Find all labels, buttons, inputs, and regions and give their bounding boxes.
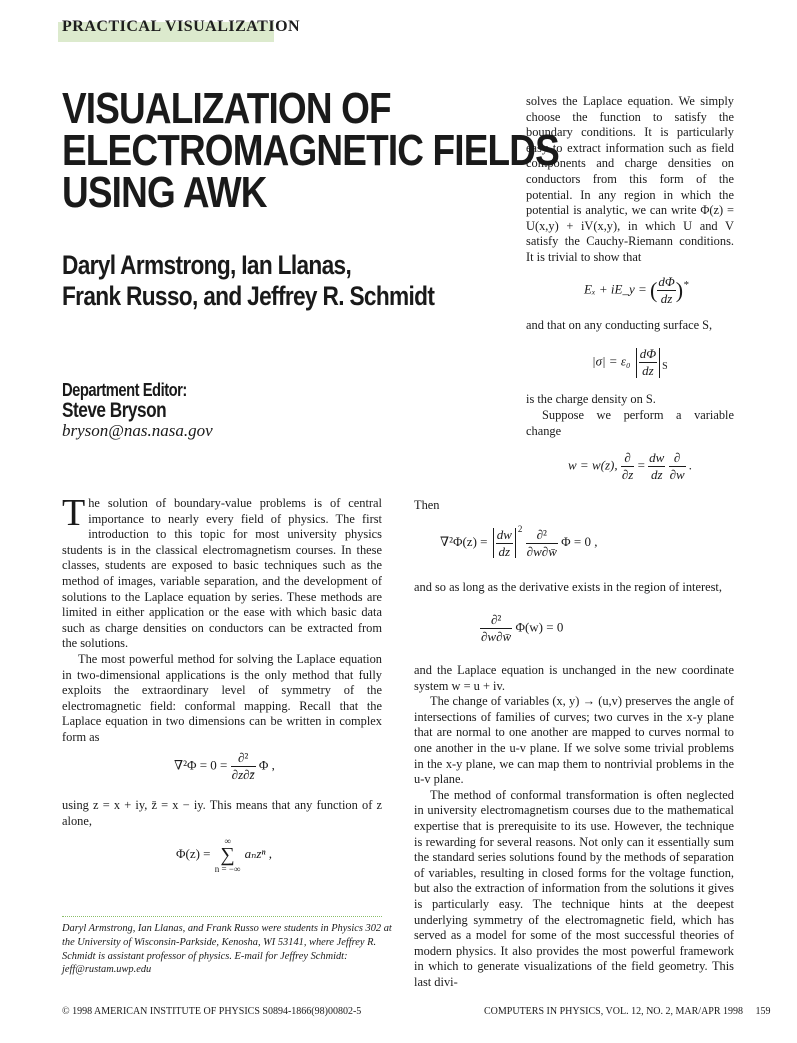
editor-email[interactable]: bryson@nas.nasa.gov bbox=[62, 421, 213, 440]
author-footnote: Daryl Armstrong, Ian Llanas, and Frank Russo were students in Physics 302 at the University of Wisconsin-Parkside, Kenosha, WI 53141, where Jeffrey R. Schmidt is assistant professor of physics. E-mail for Jeffrey Schmidt: jeff@rustam.uwp.edu bbox=[62, 923, 392, 976]
then-label: Then bbox=[414, 498, 440, 512]
journal-footer: COMPUTERS IN PHYSICS, VOL. 12, NO. 2, MAR/APR 1998 159 bbox=[484, 1006, 771, 1017]
paragraph: Suppose we perform a variable change bbox=[526, 408, 734, 438]
editor-name: Steve Bryson bbox=[62, 399, 167, 422]
equation-laplace: ∇²Φ = 0 = $\frac{\text{∂²}}{\partial z\partial z̄}$ Φ , bbox=[174, 750, 275, 782]
left-column bbox=[62, 492, 382, 746]
paragraph: The most powerful method for solving the Laplace equation in two-dimensional applications is the only method that fully exploits the extraordinary level of symmetry of the electromagnetic field: conformal mapping. Recall that the Laplace equation in two dimensions can be written in complex form as bbox=[62, 651, 382, 744]
paragraph: The method of conformal transformation is often neglected in university electromagnetism courses due to the mathematical expertise that is prerequisite to its use. However, the technique is rewarding for several reasons. Not only can it essentially sum the standard series solutions found by the methods of separation of variables, resulting in closed forms for the voltage function, but also the extraction of information from the solutions it gives is particularly easy. The technique hints at the deepest underlying symmetry of the electromagnetic field, which has served as a model for some of the most successful theories of modern physics. It also provides the most powerful framework in which to generate visualizations of the field geometry. This last divi- bbox=[414, 787, 734, 989]
copyright-footer: © 1998 AMERICAN INSTITUTE OF PHYSICS S0894-1866(98)00802-5 bbox=[62, 1006, 362, 1017]
author-line: Frank Russo, and Jeffrey R. Schmidt bbox=[62, 281, 435, 311]
equation-series: Φ(z) = ∞ ∑ n = −∞ aₙzⁿ , bbox=[176, 836, 273, 874]
paragraph: and that on any conducting surface S, bbox=[526, 318, 713, 332]
paragraph: The change of variables (x, y) → (u,v) preserves the angle of intersections of families of curves; two curves in the x-y plane that are normal to one another are mapped to curves normal to one another in the u-v plane. If we solve some trivial problems in the x-y plane, we can map them to nontrivial problems in the u-v plane. bbox=[414, 694, 734, 787]
equation-transformed-laplace: ∇²Φ(z) = $\frac{dw}{dz}$ $^2$ $\frac{\text{∂²}}{\partial w\partial w̄}$ Φ = 0 , bbox=[440, 524, 598, 559]
equation-variable-change: w = w(z), $\frac{\partial}{\partial z}$ = $\frac{dw}{dz}$ $\frac{\partial}{\partial w}$ . bbox=[568, 450, 693, 482]
drop-cap: T bbox=[62, 492, 86, 534]
right-column-bottom bbox=[414, 663, 734, 990]
title-line: VISUALIZATION OF bbox=[62, 84, 391, 133]
equation-field: Eₓ + iE_y = ( $\frac{d\Phi}{dz}$ )* bbox=[584, 274, 689, 306]
title-line: USING AWK bbox=[62, 168, 267, 217]
author-list bbox=[62, 250, 457, 312]
department-label: Department Editor: bbox=[62, 380, 187, 400]
paragraph: and the Laplace equation is unchanged in the new coordinate system w = u + iv. bbox=[414, 663, 734, 693]
title-line: ELECTROMAGNETIC FIELDS bbox=[62, 126, 559, 175]
paragraph: and so as long as the derivative exists in the region of interest, bbox=[414, 580, 722, 594]
right-column-top bbox=[526, 94, 734, 266]
author-line: Daryl Armstrong, Ian Llanas, bbox=[62, 250, 352, 280]
section-tag: PRACTICAL VISUALIZATION bbox=[62, 18, 301, 35]
footnote-divider bbox=[62, 916, 382, 917]
paragraph: using z = x + iy, z̄ = x − iy. This means that any function of z alone, bbox=[62, 798, 382, 828]
paragraph: solves the Laplace equation. We simply choose the function to satisfy the boundary conditions. It is particularly easy to extract information such as field components and charge densities on conductors from this form of the potential. In any region in which the potential is analytic, we can write Φ(z) = U(x,y) + iV(x,y), in which U and V satisfy the Cauchy-Riemann conditions. It is trivial to show that bbox=[526, 94, 734, 264]
equation-charge-density: |σ| = ε₀ $\frac{d\Phi}{dz}$ $_S$ bbox=[592, 346, 668, 378]
article-title bbox=[62, 84, 559, 217]
equation-w-laplace: $\frac{\text{∂²}}{\partial w\partial w̄}$ Φ(w) = 0 bbox=[481, 612, 564, 644]
intro-paragraph: The solution of boundary-value problems is of central importance to nearly every field of physics. The first introduction to this topic for most university physics students is in the classical electromagnetism courses. In these classes, students are exposed to basic techniques such as the method of images, variable separation, and the development of solutions to the Laplace equation by series. These methods are limited in either application or the ease with which basic data such as charge densities on conductors can be extracted from the solutions. bbox=[62, 492, 382, 651]
paragraph: is the charge density on S. bbox=[526, 392, 656, 406]
